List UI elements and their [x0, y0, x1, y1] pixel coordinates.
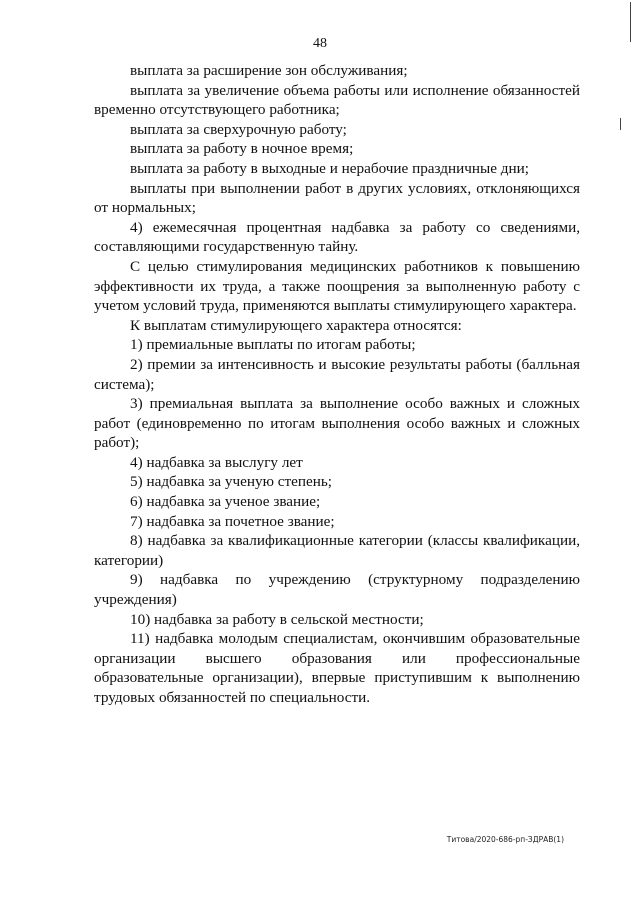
body-text	[94, 61, 580, 708]
paragraph: выплаты при выполнении работ в других условиях, отклоняющихся от нормальных;	[94, 179, 580, 217]
list-item: 4) надбавка за выслугу лет	[130, 453, 303, 471]
paragraph: выплата за увеличение объема работы или исполнение обязанностей временно отсутствующего работника;	[94, 81, 580, 119]
list-item: 8) надбавка за квалификационные категории (классы квалификации, категории)	[94, 532, 580, 569]
list-item: 10) надбавка за работу в сельской местности;	[130, 610, 424, 628]
list-item: 11) надбавка молодым специалистам, окончившим образовательные организации высшего образования или профессиональные образовательные организации), впервые приступившим к выполнению трудовых обязанностей по специальности.	[94, 630, 580, 706]
footer-reference: Титова/2020-686-рп-ЗДРАВ(1)	[446, 835, 564, 844]
scan-edge-mark	[620, 118, 621, 130]
paragraph: 4) ежемесячная процентная надбавка за работу со сведениями, составляющими государственную тайну.	[94, 218, 580, 256]
list-item: 1) премиальные выплаты по итогам работы;	[130, 336, 416, 354]
list-item: 2) премии за интенсивность и высокие результаты работы (балльная система);	[94, 355, 580, 393]
paragraph: выплата за сверхурочную работу;	[130, 120, 347, 138]
list-item: 7) надбавка за почетное звание;	[130, 512, 335, 530]
list-item: 6) надбавка за ученое звание;	[130, 493, 321, 511]
paragraph: С целью стимулирования медицинских работников к повышению эффективности их труда, а также поощрения за выполненную работу с учетом условий труда, применяются выплаты стимулирующего характера.	[94, 257, 580, 315]
paragraph: К выплатам стимулирующего характера относятся:	[130, 316, 462, 334]
scan-edge-mark	[630, 2, 631, 42]
list-item: 9) надбавка по учреждению (структурному подразделению учреждения)	[94, 571, 580, 609]
paragraph: выплата за работу в выходные и нерабочие праздничные дни;	[130, 159, 529, 177]
page-number: 48	[313, 36, 327, 51]
paragraph: выплата за работу в ночное время;	[130, 140, 354, 158]
paragraph: выплата за расширение зон обслуживания;	[130, 62, 408, 79]
list-item: 5) надбавка за ученую степень;	[130, 473, 333, 491]
list-item: 3) премиальная выплата за выполнение особо важных и сложных работ (единовременно по итогам выполнения особо важных и сложных работ);	[94, 395, 580, 452]
